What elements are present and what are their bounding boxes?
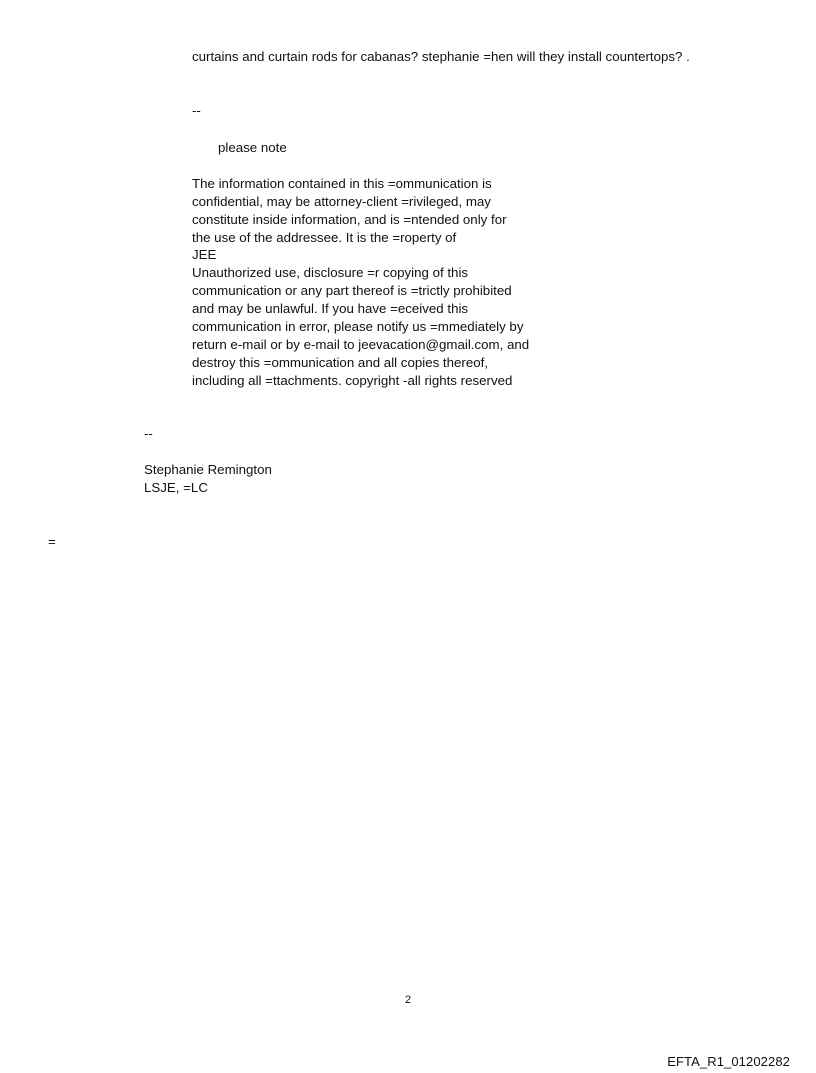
disclaimer-line: destroy this =ommunication and all copies thereof, [192,355,489,370]
inner-separator: -- [192,103,201,118]
disclaimer-line: the use of the addressee. It is the =roperty of [192,230,457,245]
disclaimer-line: The information contained in this =ommunication is [192,176,492,191]
disclaimer-line: return e-mail or by e-mail to jeevacation@gmail.com, and [192,337,530,352]
quoted-reply-line: curtains and curtain rods for cabanas? stephanie =hen will they install countertops? . [192,49,690,64]
signature-name: Stephanie Remington [144,462,272,477]
signature-company: LSJE, =LC [144,480,208,495]
disclaimer-line: including all =ttachments. copyright -all rights reserved [192,373,513,388]
page-number: 2 [404,994,412,1006]
disclaimer-line: constitute inside information, and is =ntended only for [192,212,507,227]
disclaimer-line: and may be unlawful. If you have =eceived this [192,301,469,316]
note-heading: please note [218,140,287,155]
disclaimer-line: communication or any part thereof is =trictly prohibited [192,283,512,298]
trailing-mark: = [48,534,56,549]
disclaimer-line: confidential, may be attorney-client =rivileged, may [192,194,491,209]
disclaimer-line: Unauthorized use, disclosure =r copying of this [192,265,469,280]
outer-separator: -- [144,426,153,441]
disclaimer-line: communication in error, please notify us =mmediately by [192,319,524,334]
document-id: EFTA_R1_01202282 [667,1054,790,1069]
disclaimer-line: JEE [192,247,217,262]
